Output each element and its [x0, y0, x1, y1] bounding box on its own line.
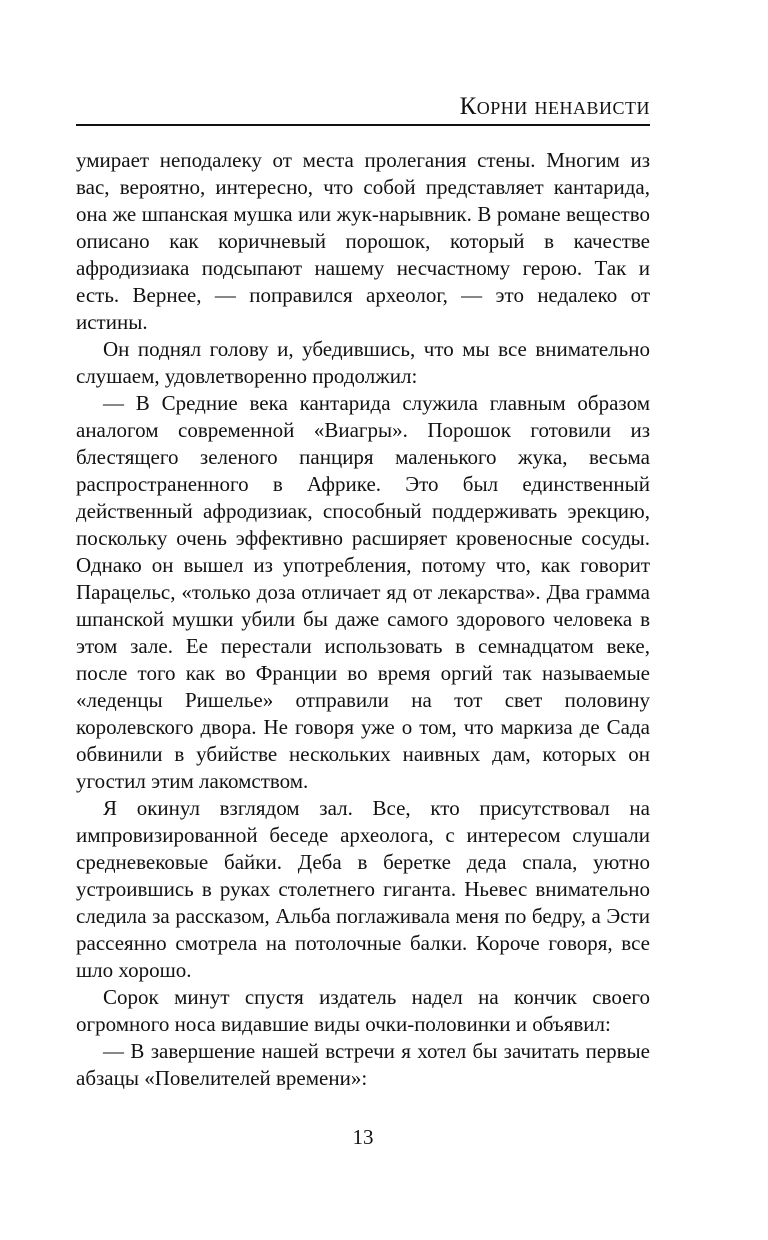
page-number: 13	[352, 1125, 374, 1149]
header-rule	[76, 124, 650, 126]
paragraph-dialogue: — В Средние века кантарида служила главным образом аналогом современной «Виагры». Порошок готовили из блестящего зеленого панциря маленького жука, весьма распространенного в Африке. Это был единственный действенный афродизиак, способный поддерживать эрекцию, поскольку очень эффективно расширяет кровеносные сосуды. Однако он вышел из употребления, потому что, как говорит Парацельс, «только доза отличает яд от лекарства». Два грамма шпанской мушки убили бы даже самого здорового человека в этом зале. Ее перестали использовать в семнадцатом веке, после того как во Франции во время оргий так называемые «леденцы Ришелье» отправили на тот свет половину королевского двора. Не говоря уже о том, что маркиза де Сада обвинили в убийстве нескольких наивных дам, которых он угостил этим лакомством.	[76, 391, 650, 793]
paragraph: Он поднял голову и, убедившись, что мы все внимательно слушаем, удовлетворенно продолжил:	[76, 337, 650, 388]
paragraph-dialogue: — В завершение нашей встречи я хотел бы зачитать первые абзацы «Повелителей времени»:	[76, 1039, 650, 1090]
paragraph-continued: умирает неподалеку от места пролегания стены. Многим из вас, вероятно, интересно, что собой представляет кантарида, она же шпанская мушка или жук-нарывник. В романе вещество описано как коричневый порошок, который в качестве афродизиака подсыпают нашему несчастному герою. Так и есть. Вернее, — поправился археолог, — это недалеко от истины.	[76, 148, 650, 334]
body-text	[76, 147, 650, 1092]
paragraph: Сорок минут спустя издатель надел на кончик своего огромного носа видавшие виды очки-половинки и объявил:	[76, 985, 650, 1036]
running-head: Корни ненависти	[459, 93, 650, 120]
paragraph: Я окинул взглядом зал. Все, кто присутствовал на импровизированной беседе археолога, с интересом слушали средневековые байки. Деба в беретке деда спала, уютно устроившись в руках столетнего гиганта. Ньевес внимательно следила за рассказом, Альба поглаживала меня по бедру, а Эсти рассеянно смотрела на потолочные балки. Короче говоря, все шло хорошо.	[76, 796, 650, 982]
